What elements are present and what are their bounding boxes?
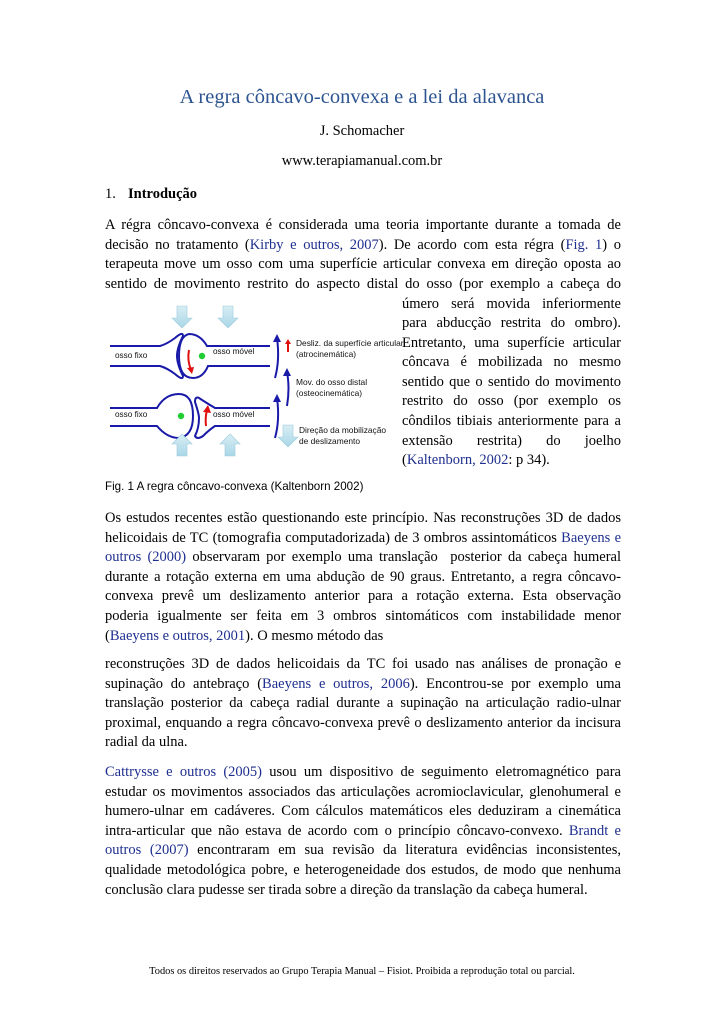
mobilization-arrow-down-icon — [172, 306, 238, 328]
text-line: outros (2000) observaram por exemplo uma translação posterior da cabeça humeral — [105, 549, 621, 566]
paragraph-studies — [105, 509, 621, 646]
citation-link[interactable]: Baeyens e — [561, 529, 622, 546]
text-line: supinação do antebraço (Baeyens e outros, 2006). Encontrou-se por exemplo uma — [105, 675, 621, 692]
text-line: Entretanto, uma superfície articular — [402, 334, 621, 351]
concave-convex-figure — [105, 298, 404, 468]
paragraph-forearm — [105, 655, 621, 753]
text-line: durante a rotação externa em uma abdução de 90 graus. Entretanto, a regra côncavo- — [105, 568, 621, 585]
text-line: reconstruções 3D de dados helicoidais da TC foi usado nas análises de pronação e — [105, 656, 621, 672]
citation-link[interactable]: Baeyens e outros, 2006 — [262, 675, 410, 692]
legend-mobilization-arrow-icon — [278, 425, 298, 447]
text-line: A régra côncavo-convexa é considerada uma teoria importante durante a tomada de — [105, 217, 621, 233]
legend-blue-arrow-icon — [283, 368, 291, 406]
legend-red-arrow-icon — [285, 339, 291, 352]
text-line: para abducção restrita do ombro). — [402, 315, 621, 332]
citation-link[interactable]: Baeyens e outros, 2001 — [109, 627, 246, 644]
text-line: terapeuta move um osso com uma superfície articular convexa em direção oposta ao — [105, 256, 621, 273]
text-line: decisão no tratamento (Kirby e outros, 2007). De acordo com esta régra (Fig. 1) o — [105, 236, 622, 253]
citation-link[interactable]: Kirby e outros, 2007 — [249, 236, 379, 253]
axis-dot-icon — [199, 353, 205, 359]
text-line: outros (2007) encontraram em sua revisão da literatura evidências inconsistentes, — [105, 842, 621, 859]
section-title: Introdução — [128, 186, 198, 202]
label-fixed-bone: osso fixo — [115, 351, 148, 360]
text-line: proximal, enquando a regra côncavo-convexa prevê o deslizamento anterior da incisura — [105, 714, 621, 731]
citation-link[interactable]: Cattrysse e outros (2005) — [105, 764, 262, 780]
section-heading — [105, 186, 197, 203]
citation-link[interactable]: Brandt e — [568, 822, 621, 839]
mobilization-arrow-up-icon — [172, 434, 240, 456]
glide-arrow-up-icon — [203, 405, 211, 426]
text-line: sentido de movimento restrito do aspecto distal do osso (por exemplo a cabeça do — [105, 275, 621, 292]
text-line: restrito do osso (por exemplo os — [402, 393, 621, 410]
paragraph-cadaver — [105, 763, 621, 900]
glide-arrow-down-icon — [187, 350, 194, 374]
text-line: Os estudos recentes estão questionando este princípio. Nas reconstruções 3D de dados — [105, 510, 621, 526]
citation-link[interactable]: outros (2000) — [105, 549, 187, 566]
bone-movement-arrow-icon — [273, 394, 281, 438]
text-line: qualidade metodológica pobre, e heterogeneidade dos estudos, de modo que nenhuma — [105, 861, 621, 878]
text-line: Cattrysse e outros (2005) usou um dispositivo de seguimento eletromagnético para — [105, 764, 621, 780]
text-line: úmero será movida inferiormente — [402, 295, 621, 312]
figure-caption: Fig. 1 A regra côncavo-convexa (Kaltenborn 2002) — [105, 480, 364, 493]
text-line: sentido que o sentido do movimento — [402, 373, 621, 390]
text-line: côncava é mobilizada no mesmo — [402, 354, 621, 371]
text-line: poderia igualmente ser feita em 3 ombros sintomáticos com instabilidade menor — [105, 607, 621, 624]
author-name: J. Schomacher — [319, 123, 405, 139]
legend-item-glide: Desliz. da superfície articular (atrocinemática) — [296, 338, 404, 359]
legend-item-mobilization: Direção da mobilização de deslizamento — [299, 425, 387, 446]
text-line: conclusão clara pudesse ser tirada sobre a direção da translação da cabeça humeral. — [105, 881, 588, 898]
section-number: 1. — [105, 186, 116, 202]
legend-item-bone-movement: Mov. do osso distal (osteocinemática) — [296, 377, 368, 398]
website-url[interactable]: www.terapiamanual.com.br — [281, 153, 443, 169]
text-line: radial da ulna. — [105, 734, 188, 751]
citation-link[interactable]: Kaltenborn, 2002 — [406, 452, 509, 469]
text-line: translação posterior da cabeça radial durante a supinação na articulação radio-ulnar — [105, 695, 621, 712]
label-fixed-bone: osso fixo — [115, 410, 148, 419]
text-line: (Baeyens e outros, 2001). O mesmo método das — [105, 627, 384, 644]
citation-link[interactable]: outros (2007) — [105, 842, 189, 859]
axis-dot-icon — [178, 413, 184, 419]
figure-reference-link[interactable]: Fig. 1 — [565, 236, 603, 253]
document-title: A regra côncavo-convexa e a lei da alavanca — [179, 86, 545, 108]
text-line: côndilos tibiais anteriormente para a — [402, 413, 621, 430]
text-line: (Kaltenborn, 2002: p 34). — [402, 452, 550, 469]
text-line: convexa prevê um deslizamento anterior para a rotação externa. Esta observação — [105, 588, 621, 605]
paragraph-intro — [105, 216, 621, 294]
text-line: humero-ulnar em cadáveres. Com cálculos matemáticos eles deduziram a cinemática — [105, 803, 621, 820]
paragraph-intro-wrapped — [402, 295, 621, 471]
text-line: helicoidais de TC (tomografia computadorizada) de 3 ombros assintomáticos Baeyens e — [105, 529, 622, 546]
text-line: estudar os movimentos associados das articulações acromioclavicular, glenohumeral e — [105, 783, 621, 800]
label-mobile-bone: osso móvel — [213, 347, 255, 356]
text-line: extensão restrita) do joelho — [402, 432, 621, 449]
bone-movement-arrow-icon — [273, 334, 281, 378]
copyright-footer: Todos os direitos reservados ao Grupo Terapia Manual – Fisiot. Proibida a reprodução total ou parcial. — [149, 966, 575, 977]
text-line: intra-articular que não estava de acordo com o princípio côncavo-convexo. Brandt e — [105, 822, 621, 839]
label-mobile-bone: osso móvel — [213, 410, 255, 419]
